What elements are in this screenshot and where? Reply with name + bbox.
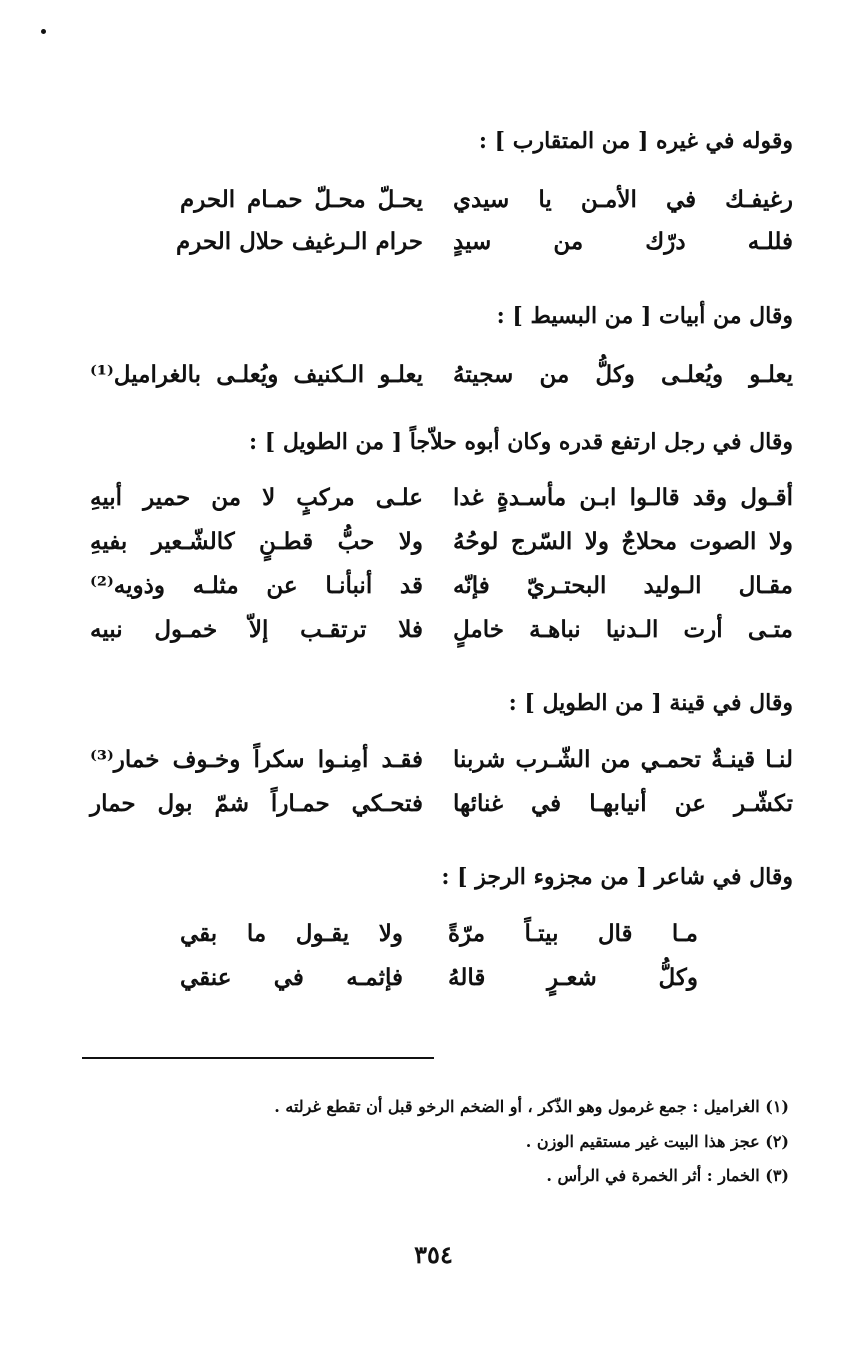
- verse: [90, 966, 793, 1006]
- verse-second-hemistich: يعلـو الـكنيف ويُعلـى بالغراميل⁽¹⁾: [90, 361, 423, 388]
- verse-first-hemistich: أقـول وقد قالـوا ابـن مأسـدةٍ غدا: [453, 484, 793, 511]
- verse-second-hemistich: يحـلّ محـلّ حمـام الحرم: [180, 186, 423, 213]
- verse-second-hemistich: ولا حبُّ قطـنٍ كالشّـعير بفيهِ: [90, 528, 423, 555]
- verse-first-hemistich: وكلُّ شعـرٍ قالهُ: [448, 964, 698, 991]
- verse-second-hemistich: علـى مركبٍ لا من حمير أبيهِ: [90, 484, 423, 511]
- verse-second-hemistich: ولا يقـول ما بقي: [180, 920, 403, 947]
- verse-first-hemistich: لنـا قينـةٌ تحمـي من الشّـرب شربنا: [453, 746, 793, 773]
- verse: [90, 792, 793, 832]
- section-heading: وقال في قينة [ من الطويل ] :: [508, 690, 793, 716]
- footnote-separator: [82, 1057, 434, 1059]
- verse: [90, 748, 793, 788]
- verse-first-hemistich: مـا قال بيتـاً مرّةً: [448, 920, 698, 947]
- verse-second-hemistich: قد أنبأنـا عن مثلـه وذويه⁽²⁾: [90, 572, 423, 599]
- verse: [90, 363, 793, 403]
- verse-first-hemistich: يعلـو ويُعلـى وكلُّ من سجيتهُ: [453, 361, 793, 388]
- verse-first-hemistich: رغيفـك في الأمـن يا سيدي: [453, 186, 793, 213]
- section-heading: وقال في شاعر [ من مجزوء الرجز ] :: [441, 864, 793, 890]
- footnote: (٢) عجز هذا البيت غير مستقيم الوزن .: [525, 1132, 789, 1151]
- verse: [90, 188, 793, 228]
- footnote: (٣) الخمار : أثر الخمرة في الرأس .: [546, 1166, 789, 1185]
- verse-first-hemistich: ولا الصوت محلاجٌ ولا السّرج لوحُهُ: [453, 528, 793, 555]
- section-heading: وقوله في غيره [ من المتقارب ] :: [478, 128, 793, 154]
- verse-first-hemistich: مقـال الـوليد البحتـريّ فإنّه: [453, 572, 793, 599]
- verse: [90, 230, 793, 270]
- verse: [90, 574, 793, 614]
- page-number: ٣٥٤: [414, 1240, 453, 1269]
- verse-second-hemistich: فإثمـه في عنقي: [180, 964, 403, 991]
- section-heading: وقال في رجل ارتفع قدره وكان أبوه حلاّجاً [ من الطويل ] :: [249, 429, 793, 455]
- verse-first-hemistich: تكشّـر عن أنيابهـا في غنائها: [453, 790, 793, 817]
- speck-mark: [41, 29, 46, 34]
- verse: [90, 486, 793, 526]
- verse-second-hemistich: فقـد أمِنـوا سكراً وخـوف خمار⁽³⁾: [90, 746, 423, 773]
- verse: [90, 530, 793, 570]
- verse-second-hemistich: فلا ترتقـب إلاّ خمـول نبيه: [90, 616, 423, 643]
- verse-first-hemistich: متـى أرت الـدنيا نباهـة خاملٍ: [453, 616, 793, 643]
- verse-second-hemistich: حرام الـرغيف حلال الحرم: [176, 228, 423, 255]
- footnote: (١) الغراميل : جمع غرمول وهو الذّكر ، أو الضخم الرخو قبل أن تقطع غرلته .: [274, 1097, 789, 1116]
- verse-second-hemistich: فتحـكي حمـاراً شمّ بول حمار: [90, 790, 423, 817]
- verse: [90, 618, 793, 658]
- section-heading: وقال من أبيات [ من البسيط ] :: [496, 303, 793, 329]
- verse: [90, 922, 793, 962]
- verse-first-hemistich: فللـه درّك من سيدٍ: [453, 228, 793, 255]
